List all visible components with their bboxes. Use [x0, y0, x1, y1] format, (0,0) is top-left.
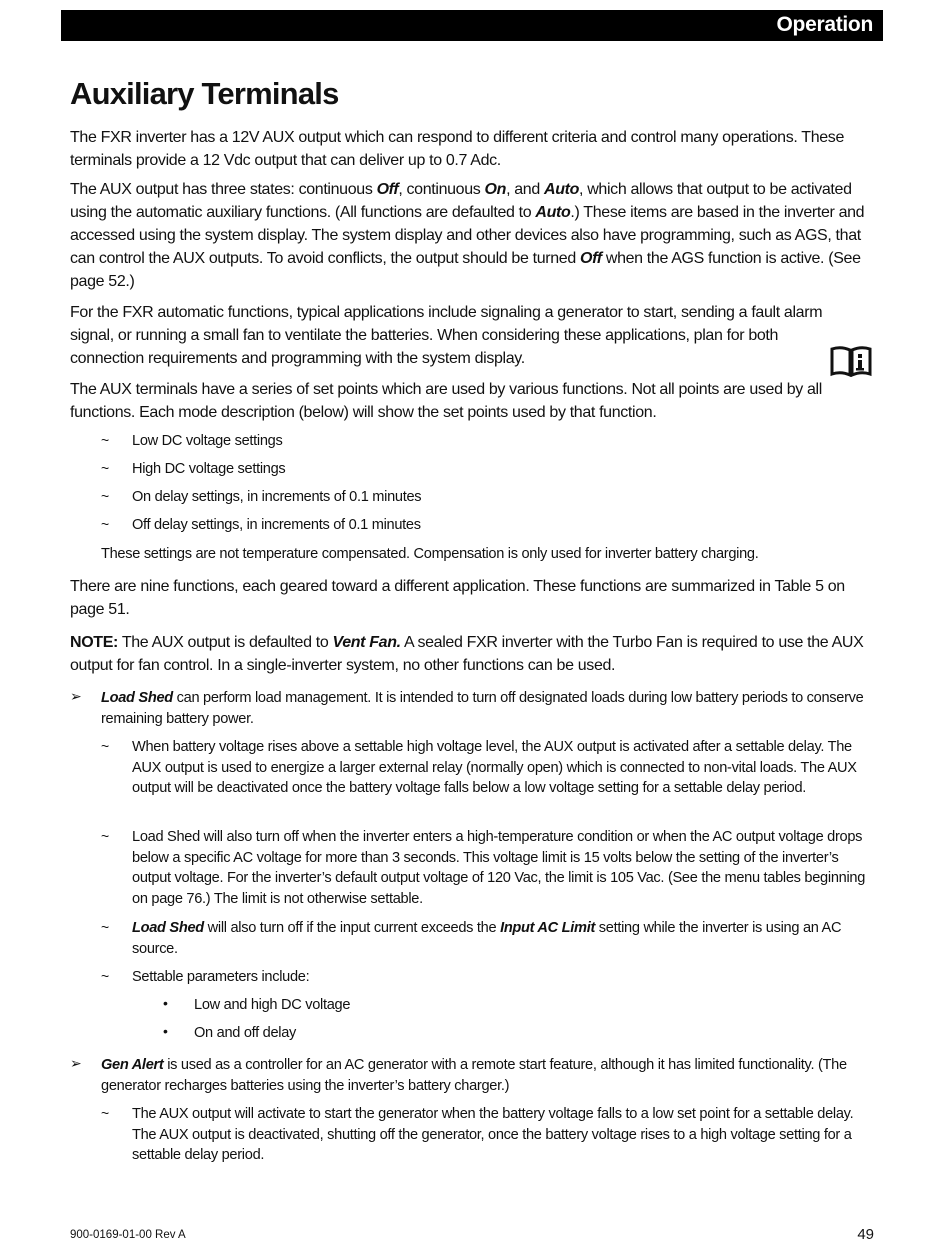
- paragraph-nine-functions: [70, 575, 875, 621]
- text-run: , continuous: [398, 181, 485, 198]
- tilde-marker: ~: [101, 1105, 110, 1121]
- load-shed-item: [132, 918, 874, 959]
- section-title: Operation: [776, 13, 873, 36]
- text-run: Load Shed will also turn off when the inverter enters a high-temperature condition or when the AC output voltage drops below a specific AC voltage for more than 3 seconds. This voltage limit is 15 volts below the setting of the inverter’s output voltage. For the inverter’s default output voltage of 120 Vac, the limit is 105 Vac. (See the menu tables beginning on page 76.) The limit is not otherwise settable.: [132, 829, 866, 907]
- text-run: can perform load management. It is intended to turn off designated loads during low battery periods to conserve remaining battery power.: [101, 690, 864, 727]
- emphasis-text: Off: [580, 250, 602, 267]
- text-run: These settings are not temperature compensated. Compensation is only used for inverter battery charging.: [101, 546, 759, 562]
- tilde-marker: ~: [101, 460, 110, 476]
- set-point-item: Off delay settings, in increments of 0.1 minutes: [132, 517, 421, 533]
- load-shed-item: [132, 827, 874, 909]
- text-run: will also turn off if the input current exceeds the: [203, 920, 501, 936]
- text-run: When battery voltage rises above a settable high voltage level, the AUX output is activated after a settable delay. The AUX output is used to energize a larger external relay (normally open) which is connected to non-vital loads. The AUX output will be deactivated once the battery voltage falls below a low voltage setting for a settable delay period.: [132, 739, 857, 797]
- bullet-marker: •: [163, 1023, 168, 1039]
- tilde-marker: ~: [101, 968, 110, 984]
- emphasis-text: NOTE:: [70, 634, 119, 651]
- book-info-icon: [829, 345, 873, 377]
- text-run: The FXR inverter has a 12V AUX output which can respond to different criteria and control many operations. These terminals provide a 12 Vdc output that can deliver up to 0.7 Adc.: [70, 129, 844, 169]
- text-run: is used as a controller for an AC generator with a remote start feature, although it has limited functionality. (The generator recharges batteries using the inverter’s battery charger.): [101, 1057, 847, 1094]
- note-vent-fan: [70, 631, 875, 677]
- emphasis-text: Load Shed: [101, 690, 173, 706]
- document-number: 900-0169-01-00 Rev A: [70, 1229, 186, 1241]
- text-run: The AUX output is defaulted to: [118, 634, 333, 651]
- text-run: setting while the inverter is using an AC source.: [132, 920, 842, 957]
- text-run: .) These items are based in the inverter and accessed using the system display. The system display and other devices also have programming, such as AGS, that can control the AUX outputs. To avoid conflicts, the output should be turned: [70, 204, 865, 267]
- emphasis-text: Auto: [535, 204, 571, 221]
- tilde-marker: ~: [101, 828, 110, 844]
- text-run: , and: [506, 181, 544, 198]
- tilde-marker: ~: [101, 432, 110, 448]
- text-run: Settable parameters include:: [132, 969, 310, 985]
- load-shed-description: [101, 688, 873, 729]
- text-run: For the FXR automatic functions, typical applications include signaling a generator to start, sending a fault alarm signal, or running a small fan to ventilate the batteries. When considering these applications, plan for both connection requirements and programming with the system display.: [70, 304, 823, 367]
- page-number: 49: [857, 1226, 874, 1243]
- set-point-item: High DC voltage settings: [132, 461, 286, 477]
- arrow-bullet-icon: ➢: [70, 688, 82, 704]
- text-run: The AUX output has three states: continuous: [70, 181, 377, 198]
- gen-alert-description: [101, 1055, 873, 1096]
- parameter-item: Low and high DC voltage: [194, 997, 351, 1013]
- arrow-bullet-icon: ➢: [70, 1055, 82, 1071]
- text-run: when the AGS function is active. (See page 52.): [70, 250, 861, 290]
- tilde-marker: ~: [101, 516, 110, 532]
- gen-alert-item: [132, 1104, 874, 1166]
- set-point-item: On delay settings, in increments of 0.1 minutes: [132, 489, 422, 505]
- load-shed-item: [132, 737, 874, 799]
- tilde-marker: ~: [101, 919, 110, 935]
- text-run: The AUX terminals have a series of set points which are used by various functions. Not all points are used by all functions. Each mode description (below) will show the set points used by that function.: [70, 381, 822, 421]
- emphasis-text: Gen Alert: [101, 1057, 164, 1073]
- emphasis-text: Off: [376, 181, 399, 198]
- paragraph-intro: [70, 126, 875, 172]
- emphasis-text: Vent Fan.: [332, 634, 401, 651]
- setpoints-note: [101, 544, 881, 565]
- emphasis-text: Auto: [544, 181, 580, 198]
- text-run: There are nine functions, each geared toward a different application. These functions are summarized in Table 5 on page 51.: [70, 578, 845, 618]
- load-shed-item: [132, 967, 874, 988]
- text-run: , which allows that output to be activated using the automatic auxiliary functions. (All functions are defaulted to: [70, 181, 852, 221]
- paragraph-applications: [70, 301, 830, 370]
- set-point-item: Low DC voltage settings: [132, 433, 283, 449]
- text-run: A sealed FXR inverter with the Turbo Fan is required to use the AUX output for fan control. In a single-inverter system, no other functions can be used.: [70, 634, 864, 674]
- parameter-item: On and off delay: [194, 1025, 297, 1041]
- text-run: The AUX output will activate to start the generator when the battery voltage falls to a low set point for a settable delay. The AUX output is deactivated, shutting off the generator, once the battery voltage rises to a high voltage setting for a settable delay period.: [132, 1106, 854, 1164]
- emphasis-text: Input AC Limit: [500, 920, 596, 936]
- section-header-bar: [61, 10, 883, 41]
- emphasis-text: On: [484, 181, 507, 198]
- bullet-marker: •: [163, 995, 168, 1011]
- tilde-marker: ~: [101, 488, 110, 504]
- page-title: Auxiliary Terminals: [70, 76, 339, 111]
- paragraph-aux-states: [70, 178, 875, 293]
- tilde-marker: ~: [101, 738, 110, 754]
- paragraph-set-points: [70, 378, 875, 424]
- emphasis-text: Load Shed: [132, 920, 204, 936]
